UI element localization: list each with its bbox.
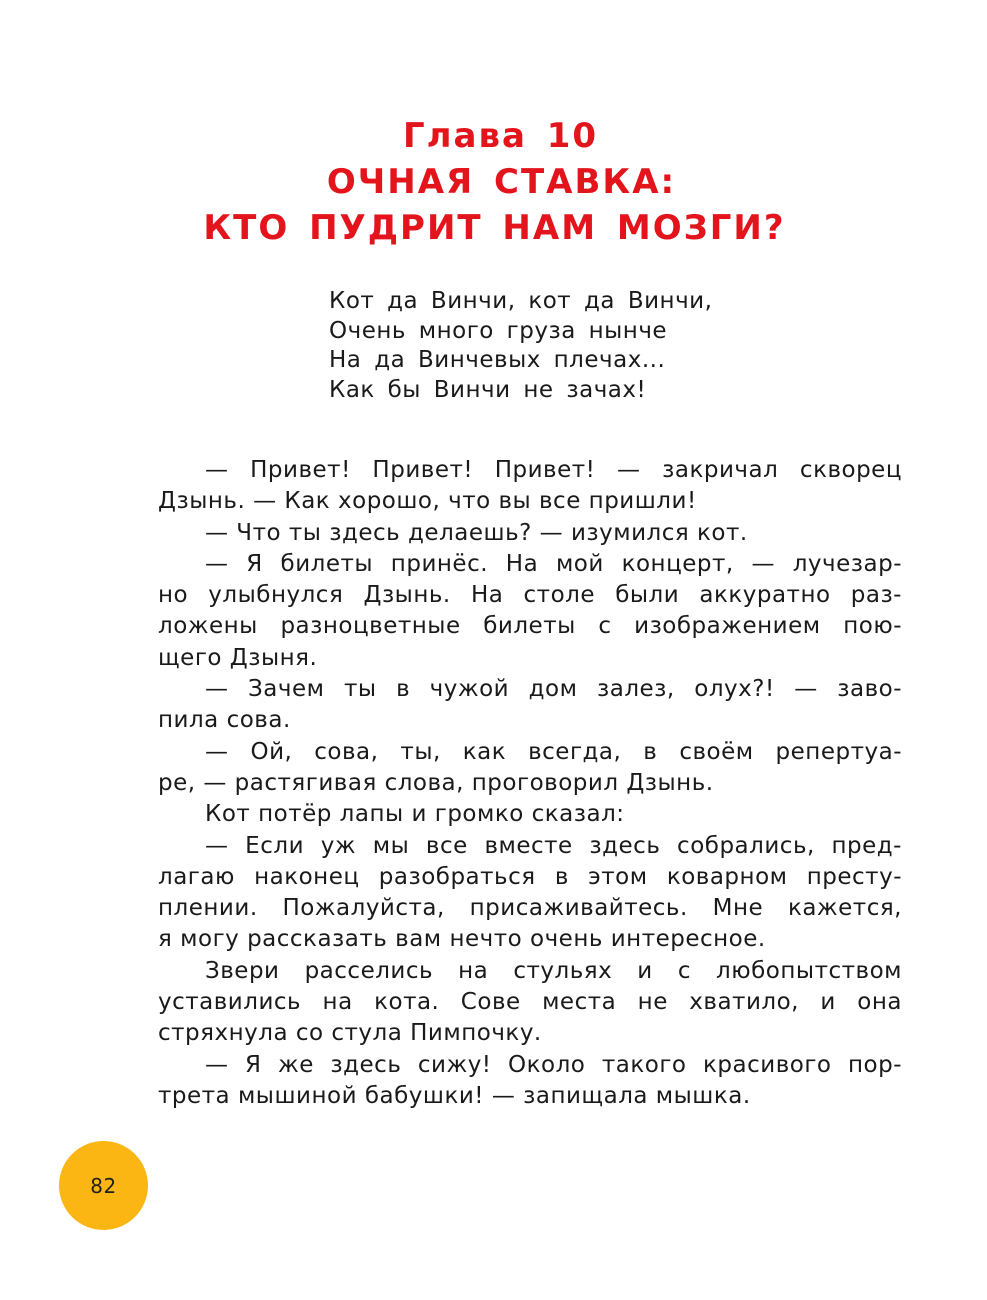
- epigraph-poem: [329, 287, 712, 405]
- chapter-label: Глава 10: [402, 116, 599, 156]
- poem-line: На да Винчевых плечах...: [329, 347, 666, 373]
- poem-line: Как бы Винчи не зачах!: [329, 376, 647, 403]
- page-number: 82: [90, 1173, 117, 1198]
- text-line: щего Дзыня.: [158, 644, 318, 671]
- text-line: я могу рассказать вам нечто очень интересное.: [158, 926, 766, 953]
- chapter-title-line-2: КТО ПУДРИТ НАМ МОЗГИ?: [203, 208, 786, 248]
- text-line: — Я билеты принёс. На мой концерт, — лучезар-: [205, 550, 902, 577]
- text-line: плении. Пожалуйста, присаживайтесь. Мне кажется,: [158, 895, 902, 922]
- text-line: — Если уж мы все вместе здесь собрались, пред-: [205, 832, 902, 859]
- text-line: трета мышиной бабушки! — запищала мышка.: [158, 1082, 751, 1109]
- text-line: лагаю наконец разобраться в этом коварном престу-: [158, 863, 902, 890]
- text-line: — Привет! Привет! Привет! — закричал скворец: [205, 457, 902, 483]
- text-line: — Зачем ты в чужой дом залез, олух?! — заво-: [205, 676, 902, 703]
- text-line: ре, — растягивая слова, проговорил Дзынь.: [158, 769, 714, 796]
- text-line: — Что ты здесь делаешь? — изумился кот.: [205, 519, 748, 546]
- text-line: — Ой, сова, ты, как всегда, в своём репертуа-: [205, 738, 902, 765]
- text-line: — Я же здесь сижу! Около такого красивого пор-: [205, 1051, 902, 1078]
- story-text: [158, 455, 902, 1112]
- text-line: но улыбнулся Дзынь. На столе были аккуратно раз-: [158, 582, 902, 609]
- poem-line: Очень много груза нынче: [329, 317, 668, 344]
- poem-line: Кот да Винчи, кот да Винчи,: [329, 288, 713, 314]
- text-line: Кот потёр лапы и громко сказал:: [205, 801, 625, 828]
- text-line: Дзынь. — Как хорошо, что вы все пришли!: [158, 488, 697, 515]
- text-line: стряхнула со стула Пимпочку.: [158, 1020, 542, 1047]
- text-line: ложены разноцветные билеты с изображением пою-: [158, 613, 902, 640]
- text-line: Звери расселись на стульях и с любопытством: [205, 957, 902, 984]
- text-line: пила сова.: [158, 707, 291, 734]
- chapter-title-line-1: ОЧНАЯ СТАВКА:: [326, 162, 677, 202]
- page-number-badge: [59, 1141, 148, 1230]
- text-line: уставились на кота. Сове места не хватило, и она: [158, 989, 902, 1016]
- chapter-heading: [0, 113, 987, 251]
